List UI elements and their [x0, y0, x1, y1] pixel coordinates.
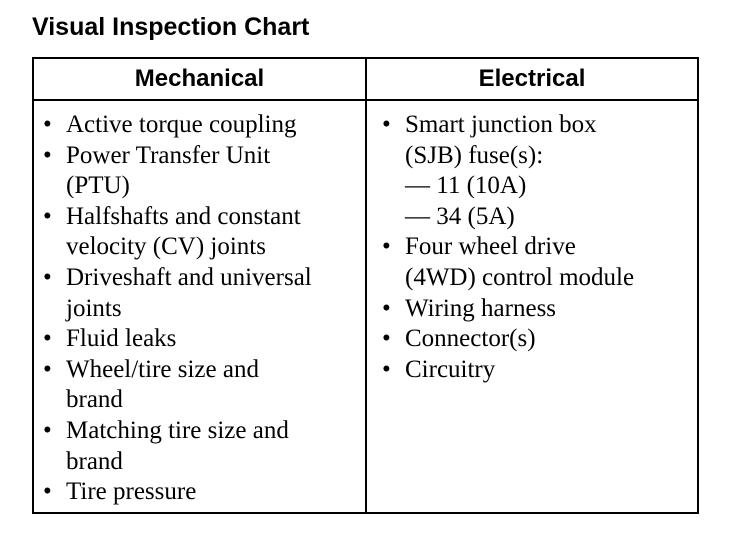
mechanical-item [42, 324, 360, 355]
electrical-item-line: • Wiring harness [405, 294, 557, 322]
electrical-item-line: • Connector(s) [405, 325, 536, 353]
mechanical-item [42, 477, 360, 508]
electrical-item-line: • Circuitry [405, 355, 496, 383]
mechanical-item-line: • Matching tire size and [66, 416, 289, 444]
electrical-header: Electrical [478, 65, 586, 92]
mechanical-item-line: brand [66, 447, 123, 475]
mechanical-item [42, 141, 360, 202]
mechanical-item-line: brand [66, 386, 123, 414]
mechanical-header: Mechanical [134, 65, 265, 92]
electrical-item-line: — 34 (5A) [405, 202, 515, 230]
mechanical-item [42, 202, 360, 263]
electrical-item [381, 355, 693, 386]
inspection-table [32, 57, 699, 514]
mechanical-item-line: • Tire pressure [66, 478, 197, 506]
mechanical-item [42, 263, 360, 324]
mechanical-item-line: • Power Transfer Unit [66, 141, 271, 169]
column-divider [365, 59, 367, 512]
electrical-item-line: • Smart junction box [405, 111, 597, 138]
mechanical-item-line: • Halfshafts and constant [66, 202, 301, 230]
electrical-item [381, 324, 693, 355]
electrical-item-line: (4WD) control module [405, 263, 635, 291]
mechanical-item-line: velocity (CV) joints [66, 233, 266, 261]
mechanical-item-line: • Active torque coupling [66, 111, 297, 138]
mechanical-item-line: (PTU) [66, 172, 130, 200]
mechanical-item [42, 355, 360, 416]
chart-title: Visual Inspection Chart [32, 13, 310, 41]
mechanical-item [42, 110, 360, 141]
header-divider [34, 99, 697, 101]
electrical-item [381, 232, 693, 293]
mechanical-item [42, 416, 360, 477]
electrical-item-line: • Four wheel drive [405, 233, 576, 261]
mechanical-item-line: • Wheel/tire size and [66, 355, 259, 383]
mechanical-item-line: joints [66, 294, 122, 322]
electrical-item-line: — 11 (10A) [405, 172, 527, 200]
electrical-item [381, 110, 693, 232]
mechanical-list [42, 110, 360, 508]
electrical-list [381, 110, 693, 385]
mechanical-item-line: • Driveshaft and universal [66, 263, 312, 291]
mechanical-item-line: • Fluid leaks [66, 325, 177, 353]
electrical-item-line: (SJB) fuse(s): [405, 141, 544, 169]
electrical-item [381, 294, 693, 325]
